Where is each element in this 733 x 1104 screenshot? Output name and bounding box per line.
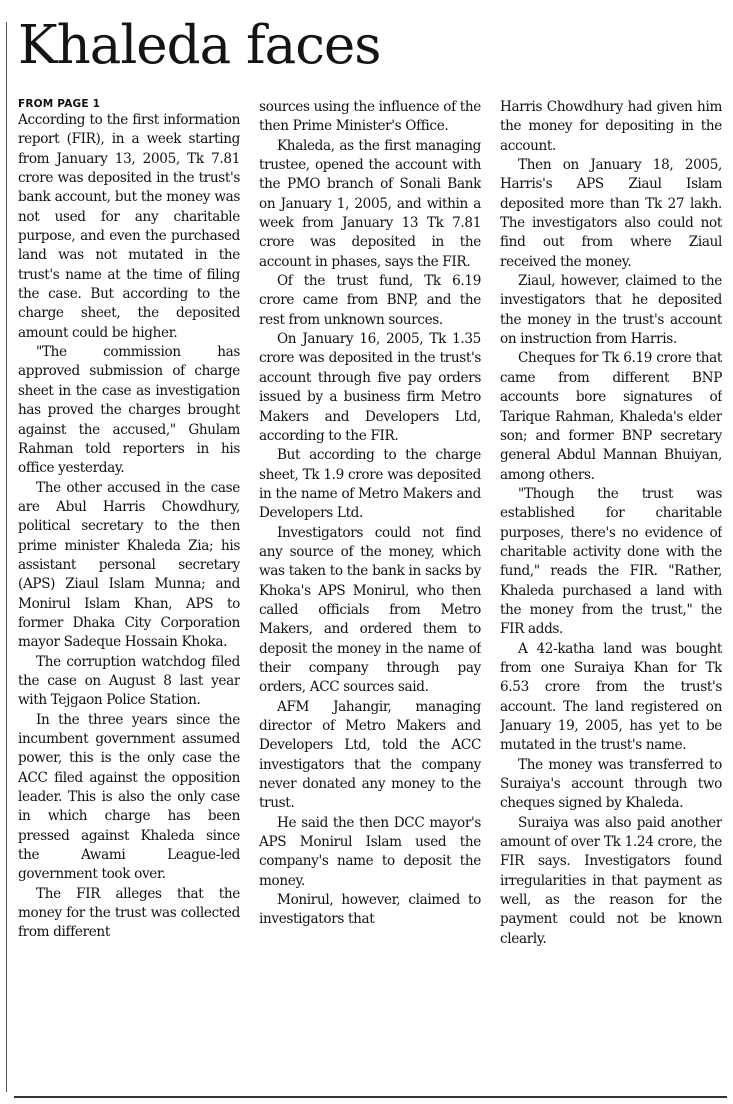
paragraph: A 42-katha land was bought from one Suraiya Khan for Tk 6.53 crore from the trust's account. The land registered on January 19, 2005, has yet to be mutated in the trust's name. <box>500 640 722 754</box>
paragraph: "Though the trust was established for charitable purposes, there's no evidence of charitable activity done with the fund," reads the FIR. "Rather, Khaleda purchased a land with the money from the trust," the FIR adds. <box>500 485 722 638</box>
paragraph: Khaleda, as the first managing trustee, opened the account with the PMO branch of Sonali Bank on January 1, 2005, and within a week from January 13 Tk 7.81 crore was deposited in the account in phases, says the FIR. <box>259 137 481 270</box>
paragraph-continued: Harris Chowdhury had given him the money for depositing in the account. <box>500 99 722 154</box>
paragraph: Suraiya was also paid another amount of over Tk 1.24 crore, the FIR says. Investigators found irregularities in that payment as well, as the reason for the payment could not be known clearly. <box>500 814 722 947</box>
paragraph: In the three years since the incumbent government assumed power, this is the only case the ACC filed against the opposition leader. This is also the only case in which charge has been pressed against Khaleda since the Awami League-led government took over. <box>18 711 240 883</box>
paragraph: But according to the charge sheet, Tk 1.9 crore was deposited in the name of Metro Makers and Developers Ltd. <box>259 447 481 522</box>
paragraph: The corruption watchdog filed the case on August 8 last year with Tejgaon Police Station. <box>18 653 240 709</box>
paragraph: Then on January 18, 2005, Harris's APS Ziaul Islam deposited more than Tk 27 lakh. The investigators also could not find out from where Ziaul received the money. <box>500 157 722 270</box>
paragraph: On January 16, 2005, Tk 1.35 crore was deposited in the trust's account through five pay orders issued by a business firm Metro Makers and Developers Ltd, according to the FIR. <box>259 331 481 444</box>
column-1 <box>18 98 240 1090</box>
paragraph: Cheques for Tk 6.19 crore that came from different BNP accounts bore signatures of Tarique Rahman, Khaleda's elder son; and former BNP secretary general Abdul Mannan Bhuiyan, among others. <box>500 350 722 483</box>
column-2 <box>259 98 481 1090</box>
paragraph: The other accused in the case are Abul Harris Chowdhury, political secretary to the then prime minister Khaleda Zia; his assistant personal secretary (APS) Ziaul Islam Munna; and Monirul Islam Khan, APS to former Dhaka City Corporation mayor Sadeque Hossain Khoka. <box>18 479 240 651</box>
paragraph: Of the trust fund, Tk 6.19 crore came from BNP, and the rest from unknown sources. <box>259 273 481 328</box>
left-column-rule <box>6 22 7 1092</box>
paragraph: According to the first information report (FIR), in a week starting from January 13, 2005, Tk 7.81 crore was deposited in the trust's bank account, but the money was not used for any charitable purpose, and even the purchased land was not mutated in the trust's name at the time of filing the case. But according to the charge sheet, the deposited amount could be higher. <box>18 112 240 341</box>
bottom-rule <box>14 1096 727 1098</box>
paragraph: Monirul, however, claimed to investigators that <box>259 892 481 928</box>
paragraph: Investigators could not find any source of the money, which was taken to the bank in sacks by Khoka's APS Monirul, who then called officials from Metro Makers, and ordered them to deposit the money in the name of their company through pay orders, ACC sources said. <box>259 524 481 696</box>
article-body <box>18 98 722 1090</box>
paragraph: Ziaul, however, claimed to the investigators that he deposited the money in the trust's account on instruction from Harris. <box>500 273 722 348</box>
paragraph: The money was transferred to Suraiya's account through two cheques signed by Khaleda. <box>500 756 722 812</box>
paragraph-continued: sources using the influence of the then Prime Minister's Office. <box>259 99 481 135</box>
paragraph: AFM Jahangir, managing director of Metro Makers and Developers Ltd, told the ACC investigators that the company never donated any money to the trust. <box>259 698 481 812</box>
headline: Khaleda faces <box>18 15 381 76</box>
column-3 <box>500 98 722 1090</box>
continuation-kicker: FROM PAGE 1 <box>18 98 101 110</box>
paragraph: "The commission has approved submission of charge sheet in the case as investigation has proved the charges brought against the accused," Ghulam Rahman told reporters in his office yesterday. <box>18 344 240 477</box>
paragraph: He said the then DCC mayor's APS Monirul Islam used the company's name to deposit the money. <box>259 814 481 889</box>
paragraph: The FIR alleges that the money for the trust was collected from different <box>18 885 240 941</box>
